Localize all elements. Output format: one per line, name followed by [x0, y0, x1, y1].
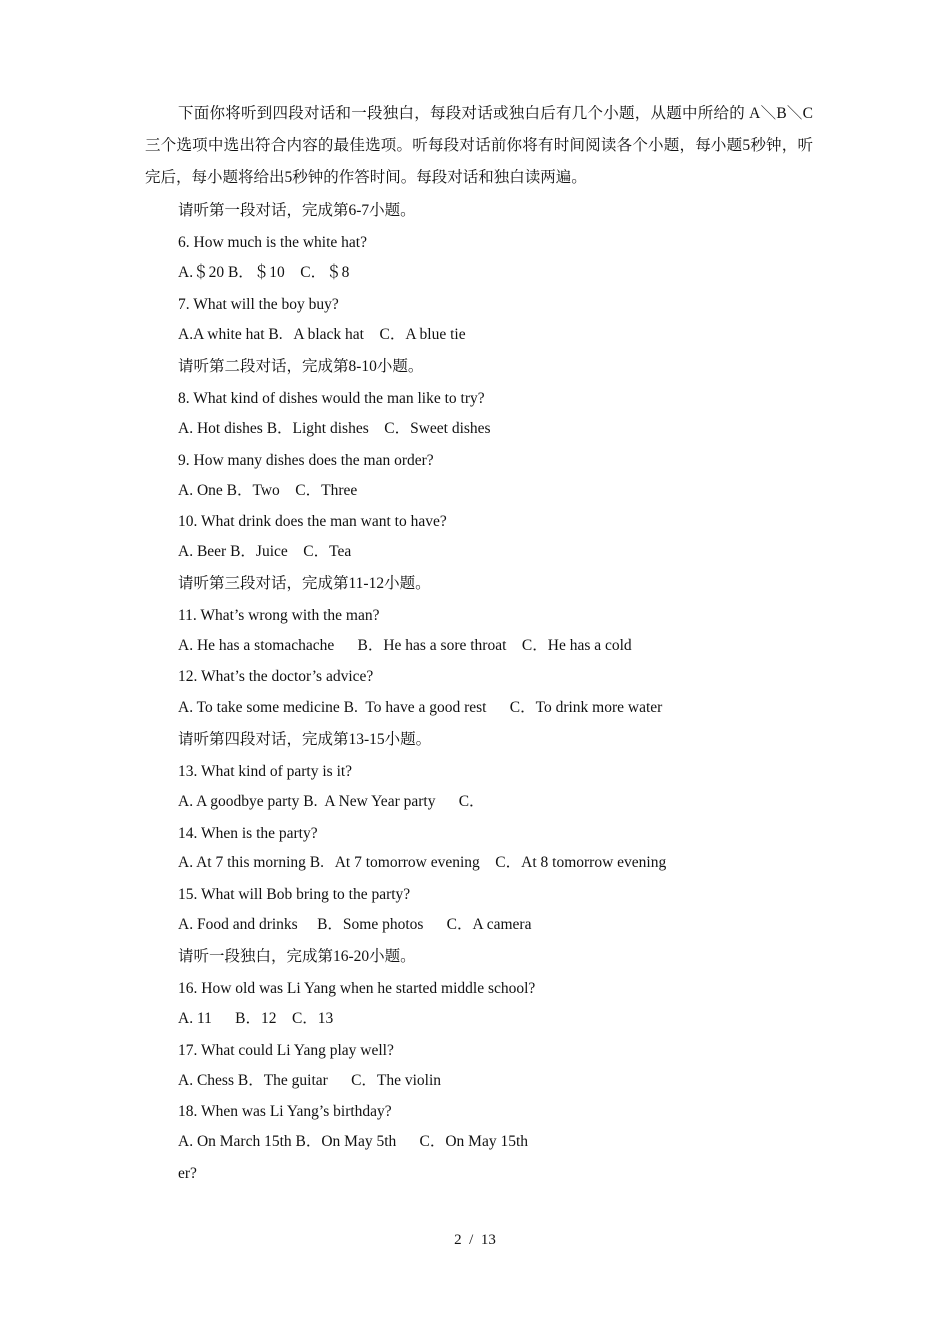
- page-number: 2 / 13: [454, 1232, 496, 1248]
- options-6: A.＄20 B．＄10 C．＄8: [178, 264, 350, 281]
- question-8: 8. What kind of dishes would the man like to try?: [178, 390, 485, 407]
- question-6: 6. How much is the white hat?: [178, 234, 367, 251]
- options-8: A. Hot dishes B．Light dishes C．Sweet dishes: [178, 420, 491, 437]
- options-7: A.A white hat B. A black hat C．A blue tie: [178, 326, 466, 343]
- options-13: A. A goodbye party B. A New Year party C．: [178, 793, 485, 810]
- options-18: A. On March 15th B．On May 5th C．On May 15th: [178, 1133, 529, 1150]
- options-15: A. Food and drinks B．Some photos C．A camera: [178, 916, 532, 933]
- options-14: A. At 7 this morning B. At 7 tomorrow evening C．At 8 tomorrow evening: [178, 854, 667, 871]
- options-16: A. 11 B．12 C．13: [178, 1010, 334, 1027]
- question-17: 17. What could Li Yang play well?: [178, 1042, 394, 1059]
- question-13: 13. What kind of party is it?: [178, 763, 353, 780]
- section-heading-5: 请听一段独白，完成第16-20小题。: [178, 948, 416, 965]
- question-11: 11. What’s wrong with the man?: [178, 607, 380, 624]
- section-heading-1: 请听第一段对话，完成第6-7小题。: [178, 202, 416, 219]
- question-12: 12. What’s the doctor’s advice?: [178, 668, 374, 685]
- question-7: 7. What will the boy buy?: [178, 296, 339, 313]
- intro-paragraph: 下面你将听到四段对话和一段独白，每段对话或独白后有几个小题，从题中所给的 A＼B＼C三个选项中选出符合内容的最佳选项。听每段对话前你将有时间阅读各个小题，每小题5秒钟，听完后，每小题将给出5秒钟的作答时间。每段对话和独白读两遍。: [145, 105, 813, 186]
- question-9: 9. How many dishes does the man order?: [178, 452, 434, 469]
- question-14: 14. When is the party?: [178, 825, 318, 842]
- truncated-line: er?: [178, 1165, 197, 1182]
- section-heading-4: 请听第四段对话，完成第13-15小题。: [178, 731, 432, 748]
- options-10: A. Beer B．Juice C．Tea: [178, 543, 352, 560]
- section-heading-2: 请听第二段对话，完成第8-10小题。: [178, 358, 424, 375]
- options-9: A. One B．Two C．Three: [178, 482, 358, 499]
- options-12: A. To take some medicine B. To have a good rest C．To drink more water: [178, 699, 663, 716]
- question-16: 16. How old was Li Yang when he started middle school?: [178, 980, 536, 997]
- question-18: 18. When was Li Yang’s birthday?: [178, 1103, 392, 1120]
- section-heading-3: 请听第三段对话，完成第11-12小题。: [178, 575, 431, 592]
- question-10: 10. What drink does the man want to have?: [178, 513, 447, 530]
- options-11: A. He has a stomachache B．He has a sore throat C．He has a cold: [178, 637, 632, 654]
- question-15: 15. What will Bob bring to the party?: [178, 886, 411, 903]
- options-17: A. Chess B．The guitar C．The violin: [178, 1072, 442, 1089]
